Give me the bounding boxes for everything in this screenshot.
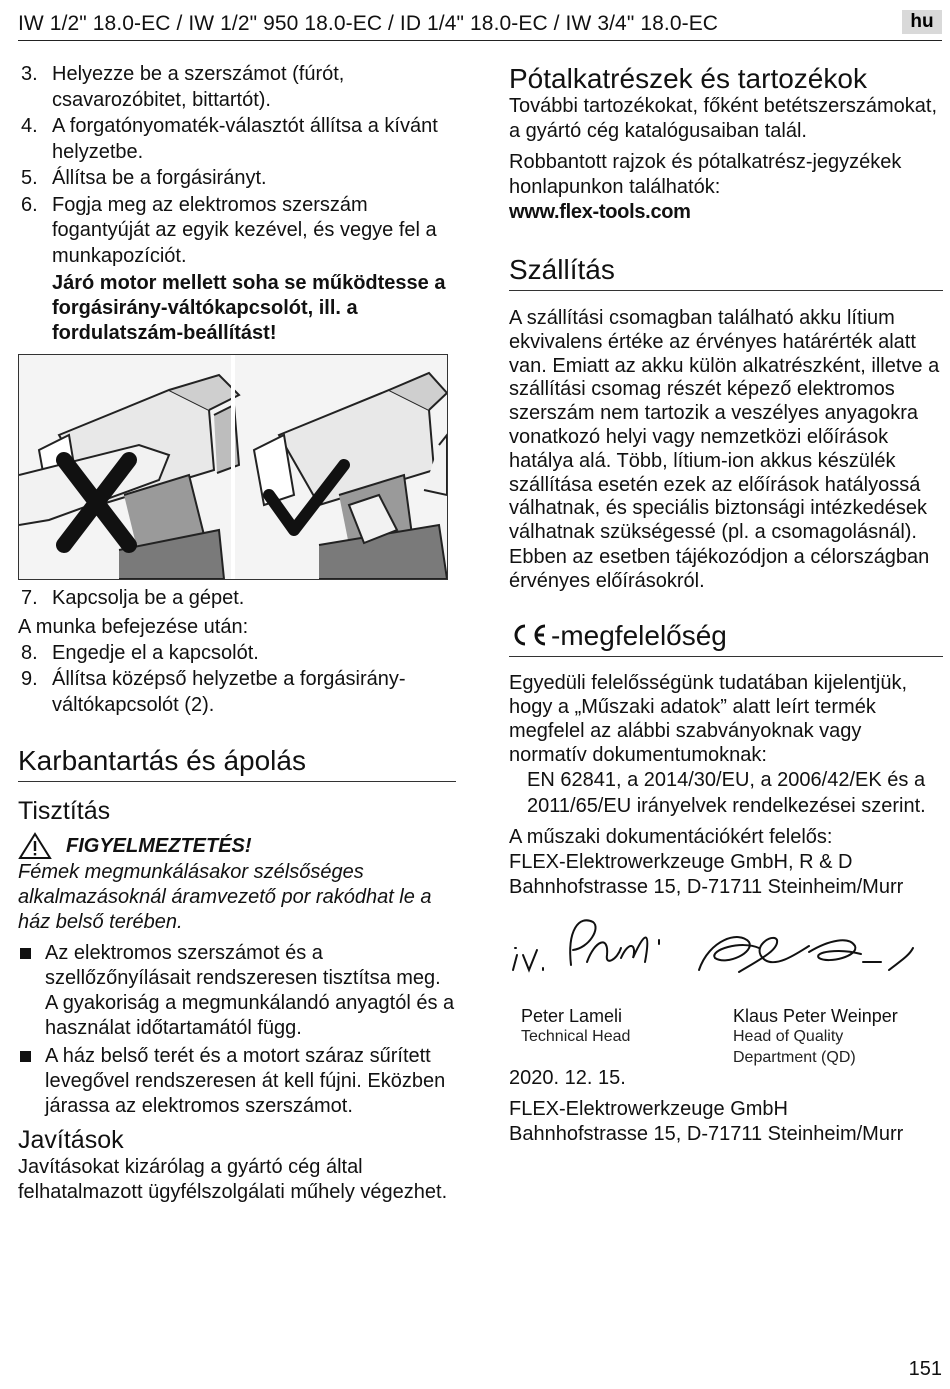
step-text: Helyezze be a szerszámot (fúrót, csavarozóbitet, bittartót). [52, 63, 345, 111]
after-work-label: A munka befejezése után: [18, 615, 249, 638]
step-number: 3. [21, 63, 38, 85]
step-text: Engedje el a kapcsolót. [52, 641, 259, 664]
step-7 [18, 586, 456, 612]
step-number: 5. [21, 167, 38, 189]
company-name: FLEX-Elektrowerkzeuge GmbH [509, 1097, 788, 1120]
parts-text-2: Robbantott rajzok és pótalkatrész-jegyzékek honlapunkon találhatók: [509, 151, 902, 198]
transport-text: A szállítási csomagban található akku lítium ekvivalens értéke az érvényes határérték alatt van. Emiatt az akku külön alkatrészként, illetve a szállítási csomag részét képező elektromos szerszám nem tartozik a veszélyes anyagokra vonatkozó helyi vagy nemzetközi előírások hatálya alá. Több, lítium-ion akkus készülék szállítása esetén ezek az előírások hatályossá válhatnak, és speciális biztonsági intézkedések válhatnak szükségessé (pl. a csomagolásnál). [509, 307, 940, 544]
declaration-date: 2020. 12. 15. [509, 1066, 626, 1089]
safety-note: Járó motor mellett soha se működtesse a forgásirány-váltókapcsolót, ill. a fordulatszám-beállítást! [52, 272, 446, 344]
step-5 [18, 166, 456, 192]
page-number: 151 [908, 1358, 942, 1380]
step-text: Állítsa be a forgásirányt. [52, 167, 267, 189]
company-address: Bahnhofstrasse 15, D-71711 Steinheim/Murr [509, 1122, 904, 1145]
bullet-square-icon [20, 1051, 31, 1062]
warning-triangle-icon [18, 832, 52, 860]
repairs-heading: Javítások [18, 1126, 124, 1154]
step-text: Kapcsolja be a gépet. [52, 587, 245, 609]
signer-1-role: Technical Head [521, 1027, 631, 1045]
impact-wrench-illustration [19, 355, 447, 579]
bullet-text: Az elektromos szerszámot és a szellőzőnyílásait rendszeresen tisztítsa meg. A gyakoriság a megmunkálandó anyagtól és a használat időtartamától függ. [45, 942, 455, 1039]
steps-list-a [18, 62, 456, 269]
step-number: 7. [21, 587, 38, 609]
step-number: 6. [21, 193, 38, 216]
step-4 [18, 114, 456, 165]
step-3 [18, 62, 456, 113]
step-text: Fogja meg az elektromos szerszám fogantyúját az egyik kezével, és vegye fel a munkapozíciót. [52, 193, 437, 267]
maintenance-heading: Karbantartás és ápolás [18, 744, 456, 782]
step-text: Állítsa középső helyzetbe a forgásirány-váltókapcsolót (2). [52, 668, 406, 716]
transport-text-2: Ebben az esetben tájékozódjon a célországban érvényes előírásokról. [509, 545, 930, 592]
tech-doc-label: A műszaki dokumentációkért felelős: [509, 825, 833, 848]
page-header [18, 10, 942, 41]
bullet-text: A ház belső terét és a motort száraz sűrített levegővel rendszeresen át kell fújni. Eközben járassa az elektromos szerszámot. [45, 1045, 446, 1117]
step-number: 8. [21, 641, 38, 664]
parts-url[interactable]: www.flex-tools.com [509, 201, 691, 223]
step-8 [18, 641, 456, 667]
steps-list-b [18, 641, 456, 719]
step-number: 9. [21, 668, 38, 690]
ce-standards: EN 62841, a 2014/30/EU, a 2006/42/EK és a 2011/65/EU irányelvek rendelkezései szerint. [527, 768, 926, 817]
signer-2-role-2: Department (QD) [733, 1048, 856, 1066]
header-title: IW 1/2" 18.0-EC / IW 1/2" 950 18.0-EC / ID 1/4" 18.0-EC / IW 3/4" 18.0-EC [18, 12, 719, 35]
warning-heading [18, 832, 456, 860]
signatures-block [509, 900, 943, 1066]
repairs-text: Javításokat kizárólag a gyártó cég által felhatalmazott ügyfélszolgálati műhely végezhet. [18, 1156, 448, 1203]
ce-text: Egyedüli felelősségünk tudatában kijelentjük, hogy a „Műszaki adatok” alatt leírt termék megfelel az alábbi szabványoknak vagy normatív dokumentumoknak: [509, 671, 908, 766]
step-6 [18, 193, 456, 270]
parts-text-1: További tartozékokat, főként betétszerszámokat, a gyártó cég katalógusaiban talál. [509, 95, 937, 142]
bullet-item [18, 1044, 456, 1119]
bullet-item [18, 941, 456, 1041]
warning-text: Fémek megmunkálásakor szélsőséges alkalmazásoknál áramvezető por rakódhat le a ház belső terében. [18, 861, 432, 933]
parts-heading: Pótalkatrészek és tartozékok [509, 63, 867, 94]
cleaning-heading: Tisztítás [18, 797, 111, 825]
transport-heading: Szállítás [509, 253, 943, 291]
step-number: 4. [21, 115, 38, 137]
bullet-square-icon [20, 948, 31, 959]
handwritten-signatures [509, 900, 943, 1000]
signer-1-name: Peter Lameli [521, 1005, 623, 1026]
left-column [18, 62, 456, 1205]
ce-heading-text: -megfelelőség [551, 619, 727, 651]
signer-2-role-1: Head of Quality [733, 1027, 844, 1045]
company-rd: FLEX-Elektrowerkzeuge GmbH, R & D [509, 850, 853, 873]
steps-list-step7 [18, 586, 456, 612]
language-badge: hu [902, 10, 942, 34]
warning-title: FIGYELMEZTETÉS! [66, 835, 252, 857]
usage-illustration [18, 354, 448, 580]
signer-2-name: Klaus Peter Weinper [733, 1005, 898, 1026]
right-column [509, 62, 943, 1147]
cleaning-bullets [18, 941, 456, 1119]
ce-conformity-heading [509, 619, 943, 657]
step-text: A forgatónyomaték-választót állítsa a kívánt helyzetbe. [52, 115, 438, 163]
address-rd: Bahnhofstrasse 15, D-71711 Steinheim/Murr [509, 875, 904, 898]
ce-mark-icon [509, 623, 551, 647]
step-9 [18, 667, 456, 718]
